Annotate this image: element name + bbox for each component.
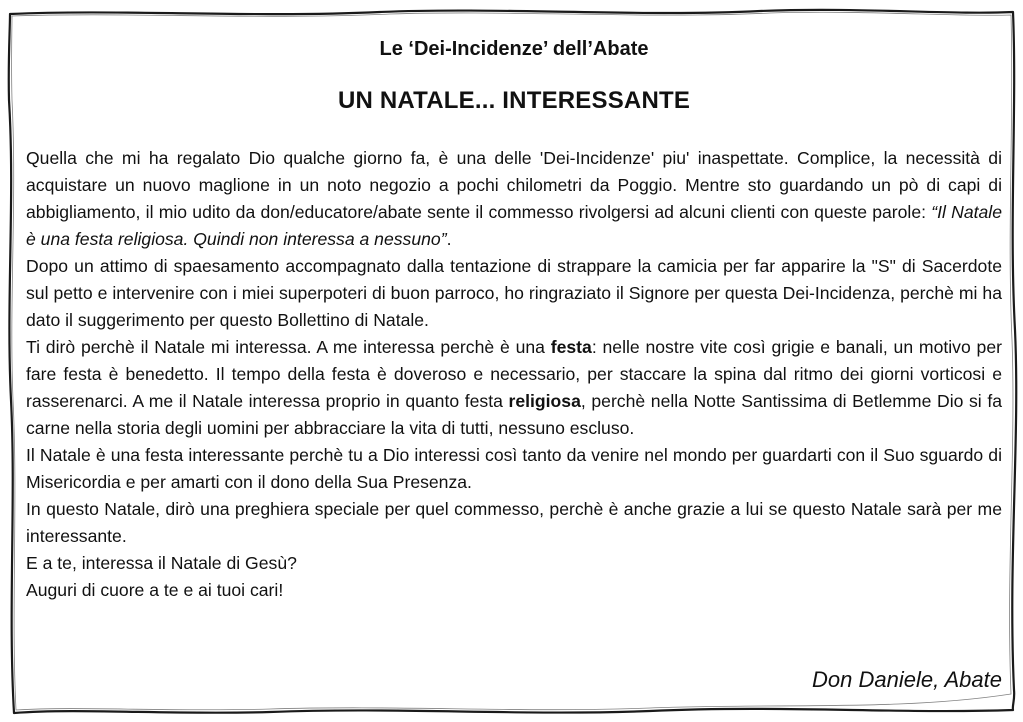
- emphasis-festa: festa: [550, 337, 592, 357]
- article-box: [26, 30, 1002, 700]
- paragraph-3: [26, 334, 1002, 442]
- paragraph-6: E a te, interessa il Natale di Gesù?: [26, 553, 297, 573]
- quote: “Il Natale è una festa religiosa. Quindi non interessa a nessuno”: [26, 202, 1002, 249]
- paragraph-1: [26, 145, 1002, 253]
- paragraph-3-text-b: : nelle nostre vite così grigie e banali, un motivo per fare festa è benedetto. Il tempo della festa è doveroso e necessario, per staccare la spina dal ritmo dei giorni vorticosi e rasserenarci. A me il Natale interessa proprio in quanto festa: [26, 337, 1002, 411]
- page-title: UN NATALE... INTERESSANTE: [337, 87, 691, 114]
- paragraph-3-text-a: Ti dirò perchè il Natale mi interessa. A me interessa perchè è una: [26, 337, 551, 357]
- signature: Don Daniele, Abate: [812, 667, 1002, 692]
- paragraph-1-text: Quella che mi ha regalato Dio qualche giorno fa, è una delle 'Dei-Incidenze' piu' inaspettate. Complice, la necessità di acquistare un nuovo maglione in un noto negozio a pochi chilometri da Poggio. Mentre sto guardando un pò di capi di abbigliamento, il mio udito da don/educatore/abate sente il commesso rivolgersi ad alcuni clienti con queste parole:: [26, 148, 1002, 222]
- article-body: [26, 145, 1002, 604]
- paragraph-5: In questo Natale, dirò una preghiera speciale per quel commesso, perchè è anche grazie a lui se questo Natale sarà per me interessante.: [26, 499, 1002, 546]
- emphasis-religiosa: religiosa: [508, 391, 581, 411]
- paragraph-3-text-c: , perchè nella Notte Santissima di Betlemme Dio si fa carne nella storia degli uomini per abbracciare la vita di tutti, nessuno escluso.: [26, 391, 1002, 438]
- paragraph-2: Dopo un attimo di spaesamento accompagnato dalla tentazione di strappare la camicia per far apparire la "S" di Sacerdote sul petto e intervenire con i miei superpoteri di buon parroco, ho ringraziato il Signore per questa Dei-Incidenza, perchè mi ha dato il suggerimento per questo Bollettino di Natale.: [26, 256, 1002, 330]
- paragraph-1-end: .: [446, 229, 452, 249]
- paragraph-4: Il Natale è una festa interessante perchè tu a Dio interessi così tanto da venire nel mondo per guardarti con il Suo sguardo di Misericordia e per amarti con il dono della Sua Presenza.: [26, 445, 1002, 492]
- series-title: Le ‘Dei-Incidenze’ dell’Abate: [379, 38, 649, 60]
- paragraph-7: Auguri di cuore a te e ai tuoi cari!: [26, 580, 284, 600]
